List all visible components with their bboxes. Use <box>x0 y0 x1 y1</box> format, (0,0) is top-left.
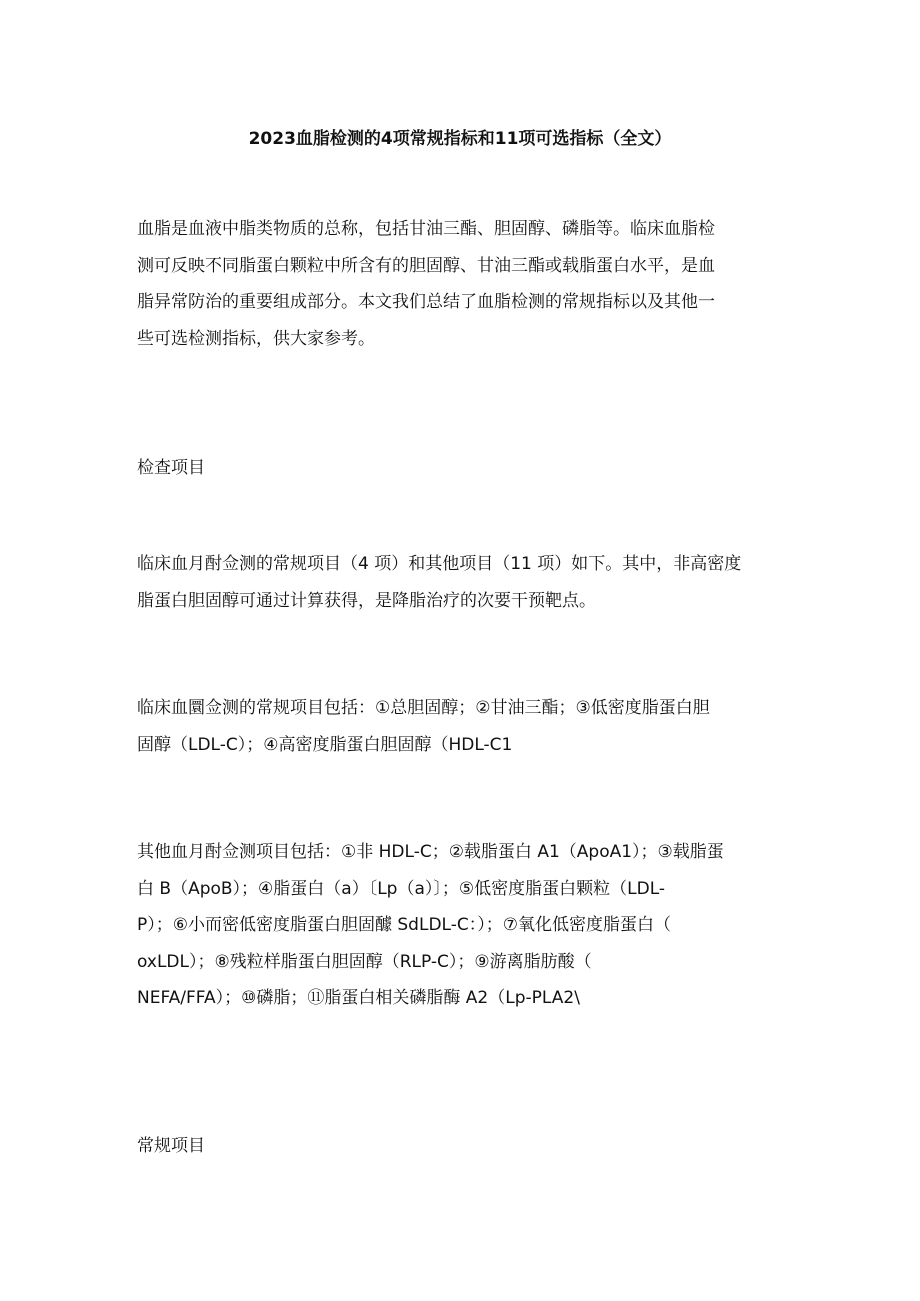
document-title: 2023血脂检测的4项常规指标和11项可选指标（全文） <box>248 129 672 149</box>
paragraph-line: 白 B（ApoB）；④脂蛋白（a）〔Lp（a）〕；⑤低密度脂蛋白颗粒（LDL- <box>137 878 665 899</box>
other-items-paragraph <box>137 834 787 1017</box>
items-overview-paragraph <box>137 546 787 619</box>
routine-items-paragraph <box>137 690 787 763</box>
paragraph-line: 固醇（LDL-C）；④高密度脂蛋白胆固醇（HDL-C1 <box>137 734 513 755</box>
paragraph-line: 脂蛋白胆固醇可通过计算获得，是降脂治疗的次要干预靶点。 <box>137 590 596 611</box>
paragraph-line: 临床血月酎佥测的常规项目（4 项）和其他项目（11 项）如下。其中，非高密度 <box>137 554 742 574</box>
intro-line: 测可反映不同脂蛋白颗粒中所含有的胆固醇、甘油三酯或载脂蛋白水平，是血 <box>137 255 715 276</box>
intro-line: 脂异常防治的重要组成部分。本文我们总结了血脂检测的常规指标以及其他一 <box>137 292 715 312</box>
paragraph-line: NEFA/FFA）；⑩磷脂；⑪脂蛋白相关磷脂酶 A2（Lp-PLA2\ <box>137 988 580 1008</box>
paragraph-line: 临床血圜佥测的常规项目包括：①总胆固醇；②甘油三酯；③低密度脂蛋白胆 <box>137 698 710 718</box>
intro-line: 些可选检测指标，供大家参考。 <box>137 328 375 349</box>
intro-line: 血脂是血液中脂类物质的总称，包括甘油三酯、胆固醇、磷脂等。临床血脂检 <box>137 219 715 239</box>
section-heading-routine-items: 常规项目 <box>137 1136 205 1156</box>
intro-paragraph <box>137 211 787 357</box>
paragraph-line: P）；⑥小而密低密度脂蛋白胆固醵 SdLDL-C：）；⑦氧化低密度脂蛋白（ <box>137 915 671 935</box>
paragraph-line: oxLDL）；⑧残粒样脂蛋白胆固醇（RLP-C）；⑨游离脂肪酸（ <box>137 951 592 972</box>
paragraph-line: 其他血月酎佥测项目包括：①非 HDL-C；②载脂蛋白 A1（ApoA1）；③载脂蛋 <box>137 842 724 862</box>
section-heading-check-items: 检查项目 <box>137 458 205 478</box>
